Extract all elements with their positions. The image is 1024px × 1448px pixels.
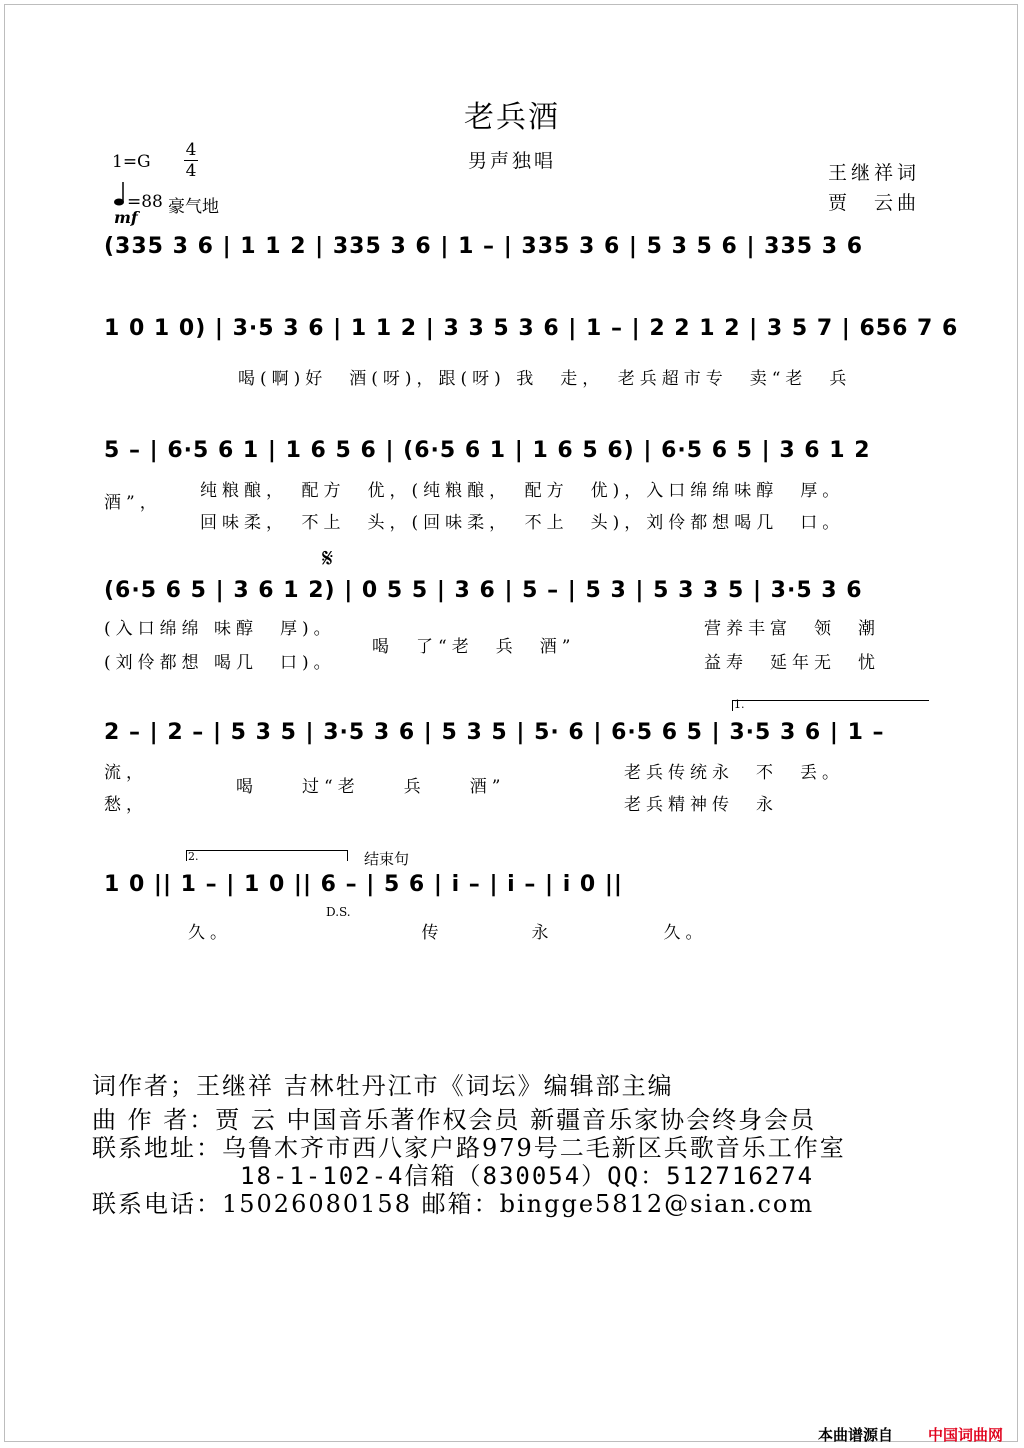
time-bottom: 4 — [185, 161, 197, 181]
time-signature — [184, 140, 198, 181]
ending-label: 结束句 — [364, 850, 410, 868]
score-row-4: (6·5 6 5 | 3 6 1 2) | 0 5 5 | 3 6 | 5 – | 5 3 | 5 3 3 5 | 3·5 3 6 — [104, 578, 863, 603]
expression-mark: 豪气地 — [168, 197, 219, 217]
song-title: 老兵酒 — [464, 100, 560, 135]
score-row-6: 1 0 || 1 – | 1 0 || 6 – | 5 6 | i – | i – | i 0 || — [104, 872, 623, 897]
footer-mailbox: 18-1-102-4信箱（830054）QQ：512716274 — [240, 1162, 815, 1190]
volta-1-bracket — [732, 700, 929, 711]
lyric-row-4-verse-2b: 益寿 延年无 忧 — [704, 653, 880, 673]
score-row-5: 2 – | 2 – | 5 3 5 | 3·5 3 6 | 5 3 5 | 5· 6 | 6·5 6 5 | 3·5 3 6 | 1 – — [104, 720, 885, 745]
watermark-source: 本曲谱源自 — [818, 1426, 894, 1444]
tempo-value: =88 — [127, 192, 163, 212]
lyric-row-3-lead: 酒”， — [104, 493, 162, 513]
lyric-row-3-verse-1: 纯粮酿， 配方 优，(纯粮酿， 配方 优)，入口绵绵味醇 厚。 — [200, 481, 845, 501]
composer-credit: 贾 云曲 — [828, 192, 921, 214]
lyric-row-6: 久。 传 永 久。 — [188, 923, 708, 943]
lyric-row-4-verse-2a: (刘伶都想 喝几 口)。 — [104, 653, 336, 673]
volta-1-label: 1. — [734, 698, 745, 711]
lyric-row-2: 喝(啊)好 酒(呀)，跟(呀) 我 走， 老兵超市专 卖“老 兵 — [238, 369, 852, 389]
ds-mark: D.S. — [326, 905, 351, 919]
volta-2-label: 2. — [188, 850, 199, 863]
lyric-row-4-verse-1b: 营养丰富 领 潮 — [704, 619, 880, 639]
song-subtitle: 男声独唱 — [467, 150, 556, 172]
segno-icon: 𝄋 — [322, 544, 334, 574]
quarter-note-icon — [112, 180, 126, 208]
lyric-row-4-middle: 喝 了“老 兵 酒” — [372, 637, 576, 657]
footer-lyricist-info: 词作者；王继祥 吉林牡丹江市《词坛》编辑部主编 — [92, 1072, 674, 1100]
score-row-3: 5 – | 6·5 6 1 | 1 6 5 6 | (6·5 6 1 | 1 6 5 6) | 6·5 6 5 | 3 6 1 2 — [104, 438, 871, 463]
time-top: 4 — [185, 140, 197, 160]
lyricist-credit: 王继祥词 — [828, 162, 921, 184]
dynamics-mark: mf — [114, 208, 138, 227]
lyric-row-5-verse-2b: 老兵精神传 永 — [624, 795, 778, 815]
score-row-1: (335 3 6 | 1 1 2 | 335 3 6 | 1 – | 335 3 6 | 5 3 5 6 | 335 3 6 — [104, 234, 864, 259]
footer-composer-info: 曲 作 者：贾 云 中国音乐著作权会员 新疆音乐家协会终身会员 — [92, 1106, 817, 1134]
volta-2-bracket — [186, 850, 348, 861]
lyric-row-5-verse-1b: 老兵传统永 不 丢。 — [624, 763, 844, 783]
footer-address: 联系地址：乌鲁木齐市西八家户路979号二毛新区兵歌音乐工作室 — [92, 1134, 846, 1162]
key-signature: 1=G — [112, 152, 151, 172]
lyric-row-5-verse-2a: 愁， — [104, 795, 148, 815]
score-row-2: 1 0 1 0) | 3·5 3 6 | 1 1 2 | 3 3 5 3 6 | 1 – | 2 2 1 2 | 3 5 7 | 656 7 6 — [104, 316, 959, 341]
lyric-row-5-verse-1a: 流， — [104, 763, 148, 783]
lyric-row-4-verse-1a: (入口绵绵 味醇 厚)。 — [104, 619, 336, 639]
lyric-row-5-middle: 喝 过“老 兵 酒” — [236, 777, 506, 797]
footer-contact: 联系电话：15026080158 邮箱：bingge5812@sian.com — [92, 1190, 815, 1218]
lyric-row-3-verse-2: 回味柔， 不上 头，(回味柔， 不上 头)，刘伶都想喝几 口。 — [200, 513, 845, 533]
watermark-site: 中国词曲网 — [928, 1426, 1004, 1444]
